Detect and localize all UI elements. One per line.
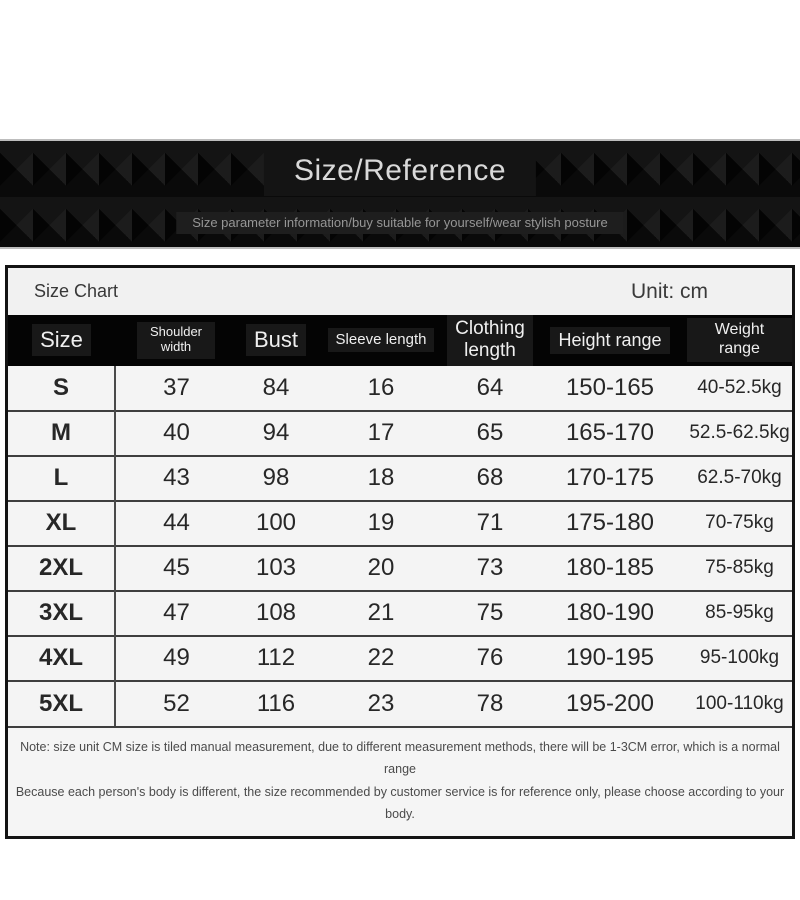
cell-height-range: 195-200 xyxy=(533,681,687,726)
cell-clothing-length: 68 xyxy=(447,456,533,501)
cell-clothing-length: 71 xyxy=(447,501,533,546)
cell-sleeve-length: 18 xyxy=(315,456,447,501)
cell-weight-range: 62.5-70kg xyxy=(687,456,792,501)
cell-bust: 103 xyxy=(237,546,315,591)
column-header-label: Weight range xyxy=(687,318,792,362)
table-row xyxy=(8,681,792,726)
size-chart-title: Size Chart xyxy=(34,281,119,301)
cell-height-range: 170-175 xyxy=(533,456,687,501)
cell-bust: 116 xyxy=(237,681,315,726)
cell-weight-range: 70-75kg xyxy=(687,501,792,546)
cell-weight-range: 52.5-62.5kg xyxy=(687,411,792,456)
cell-size: 3XL xyxy=(8,591,115,636)
cell-shoulder-width: 44 xyxy=(115,501,237,546)
cell-weight-range: 85-95kg xyxy=(687,591,792,636)
cell-height-range: 150-165 xyxy=(533,366,687,411)
cell-height-range: 175-180 xyxy=(533,501,687,546)
cell-weight-range: 75-85kg xyxy=(687,546,792,591)
cell-size: S xyxy=(8,366,115,411)
table-row xyxy=(8,411,792,456)
table-row xyxy=(8,636,792,681)
cell-shoulder-width: 52 xyxy=(115,681,237,726)
cell-weight-range: 95-100kg xyxy=(687,636,792,681)
size-chart-panel xyxy=(5,265,795,839)
size-reference-banner xyxy=(0,139,800,249)
cell-size: XL xyxy=(8,501,115,546)
size-chart-header xyxy=(8,268,792,315)
column-header-label: Shoulder width xyxy=(137,322,215,359)
column-header-size xyxy=(8,315,115,366)
cell-height-range: 190-195 xyxy=(533,636,687,681)
banner-title: Size/Reference xyxy=(264,150,536,196)
column-header-sleeve-length xyxy=(315,315,447,366)
measurement-note xyxy=(8,726,792,836)
column-header-height-range xyxy=(533,315,687,366)
column-header-bust xyxy=(237,315,315,366)
cell-sleeve-length: 19 xyxy=(315,501,447,546)
column-header-clothing-length xyxy=(447,315,533,366)
cell-bust: 94 xyxy=(237,411,315,456)
note-line-2: Because each person's body is different, the size recommended by customer service is for reference only, please choose according to your body. xyxy=(15,784,785,822)
cell-clothing-length: 76 xyxy=(447,636,533,681)
table-row xyxy=(8,591,792,636)
cell-bust: 100 xyxy=(237,501,315,546)
cell-bust: 84 xyxy=(237,366,315,411)
cell-weight-range: 40-52.5kg xyxy=(687,366,792,411)
table-row xyxy=(8,501,792,546)
cell-shoulder-width: 49 xyxy=(115,636,237,681)
cell-size: M xyxy=(8,411,115,456)
cell-shoulder-width: 47 xyxy=(115,591,237,636)
column-header-shoulder-width xyxy=(115,315,237,366)
cell-sleeve-length: 22 xyxy=(315,636,447,681)
cell-bust: 108 xyxy=(237,591,315,636)
column-header-label: Sleeve length xyxy=(328,328,435,352)
column-header-label: Height range xyxy=(550,327,669,355)
cell-bust: 98 xyxy=(237,456,315,501)
cell-size: 5XL xyxy=(8,681,115,726)
column-header-weight-range xyxy=(687,315,792,366)
cell-sleeve-length: 20 xyxy=(315,546,447,591)
cell-size: L xyxy=(8,456,115,501)
cell-clothing-length: 65 xyxy=(447,411,533,456)
cell-bust: 112 xyxy=(237,636,315,681)
cell-clothing-length: 64 xyxy=(447,366,533,411)
cell-weight-range: 100-110kg xyxy=(687,681,792,726)
cell-height-range: 165-170 xyxy=(533,411,687,456)
cell-sleeve-length: 23 xyxy=(315,681,447,726)
cell-sleeve-length: 17 xyxy=(315,411,447,456)
cell-size: 4XL xyxy=(8,636,115,681)
column-header-label: Size xyxy=(32,324,91,356)
cell-sleeve-length: 16 xyxy=(315,366,447,411)
cell-size: 2XL xyxy=(8,546,115,591)
note-line-1: Note: size unit CM size is tiled manual measurement, due to different measurement methods, there will be 1-3CM error, which is a normal range xyxy=(20,739,780,777)
table-row xyxy=(8,366,792,411)
size-table-head xyxy=(8,315,792,366)
column-header-label: Bust xyxy=(246,324,306,356)
cell-height-range: 180-190 xyxy=(533,591,687,636)
banner-subtitle: Size parameter information/buy suitable for yourself/wear stylish posture xyxy=(176,212,623,234)
cell-shoulder-width: 43 xyxy=(115,456,237,501)
cell-clothing-length: 78 xyxy=(447,681,533,726)
cell-shoulder-width: 45 xyxy=(115,546,237,591)
cell-height-range: 180-185 xyxy=(533,546,687,591)
table-row xyxy=(8,546,792,591)
size-table-body xyxy=(8,366,792,726)
size-table xyxy=(8,315,792,726)
cell-sleeve-length: 21 xyxy=(315,591,447,636)
cell-clothing-length: 75 xyxy=(447,591,533,636)
unit-label: Unit: cm xyxy=(630,279,708,303)
column-header-label: Clothing length xyxy=(447,315,533,366)
cell-shoulder-width: 37 xyxy=(115,366,237,411)
cell-shoulder-width: 40 xyxy=(115,411,237,456)
header-row xyxy=(8,315,792,366)
table-row xyxy=(8,456,792,501)
cell-clothing-length: 73 xyxy=(447,546,533,591)
